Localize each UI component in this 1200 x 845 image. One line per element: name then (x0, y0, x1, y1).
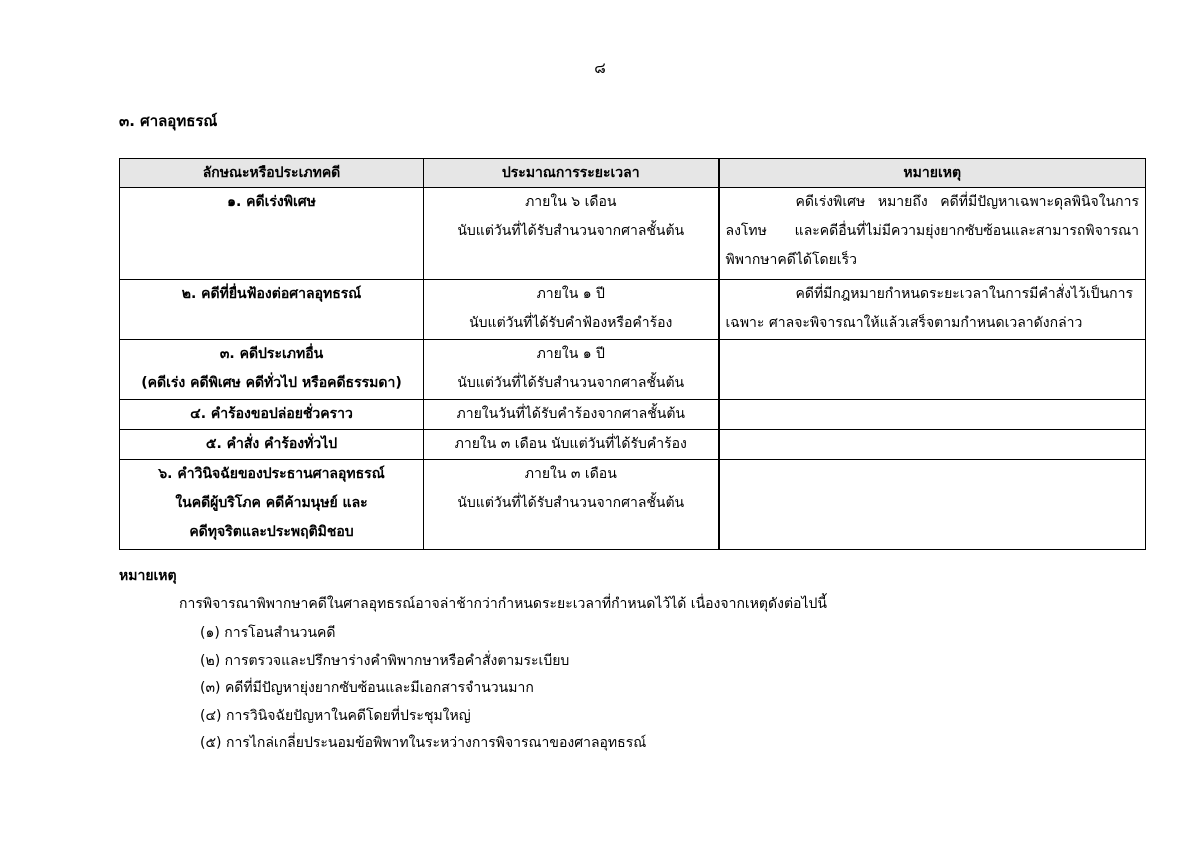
list-item: (๒) การตรวจและปรึกษาร่างคำพิพากษาหรือคำสั่งตามระเบียบ (200, 652, 570, 669)
table-row (120, 460, 1146, 550)
time-estimate-cell (424, 430, 719, 460)
case-type-line: คดีทุจริตและประพฤติมิชอบ (189, 524, 354, 540)
time-estimate-line: ภายใน ๑ ปี (536, 286, 605, 302)
time-estimate-line: นับแต่วันที่ได้รับสำนวนจากศาลชั้นต้น (457, 375, 685, 391)
section-heading: ๓. ศาลอุทธรณ์ (119, 112, 218, 130)
time-estimate-cell (424, 340, 719, 400)
time-estimate-line: ภายในวันที่ได้รับคำร้องจากศาลชั้นต้น (456, 406, 685, 422)
notes-list (200, 620, 646, 758)
remark-text: คดีเร่งพิเศษ หมายถึง คดีที่มีปัญหาเฉพาะดุลพินิจในการลงโทษ และคดีอื่นที่ไม่มีความยุ่งยากซับซ้อนและสามารถพิจารณาพิพากษาคดีได้โดยเร็ว (725, 194, 1139, 268)
case-type-line: ๓. คดีประเภทอื่น (219, 346, 324, 362)
list-item: (๔) การวินิจฉัยปัญหาในคดีโดยที่ประชุมใหญ่ (200, 707, 471, 724)
list-item: (๑) การโอนสำนวนคดี (200, 625, 336, 641)
case-type-cell (120, 188, 424, 280)
remark-cell (719, 188, 1146, 280)
remark-text: คดีที่มีกฎหมายกำหนดระยะเวลาในการมีคำสั่งไว้เป็นการเฉพาะ ศาลจะพิจารณาให้แล้วเสร็จตามกำหนดเวลาดังกล่าว (725, 286, 1133, 331)
table-row (120, 340, 1146, 400)
case-type-cell (120, 400, 424, 430)
remark-cell (719, 400, 1146, 430)
table-row (120, 188, 1146, 280)
case-deadline-table (119, 158, 1146, 550)
table-header-row (120, 159, 1146, 188)
time-estimate-line: ภายใน ๖ เดือน (525, 194, 617, 210)
time-estimate-line: นับแต่วันที่ได้รับสำนวนจากศาลชั้นต้น (457, 495, 685, 511)
time-estimate-cell (424, 400, 719, 430)
case-type-cell (120, 280, 424, 340)
header-remark: หมายเหตุ (719, 159, 1146, 188)
header-time-estimate: ประมาณการระยะเวลา (424, 159, 719, 188)
case-type-line: ๑. คดีเร่งพิเศษ (227, 194, 316, 210)
notes-heading: หมายเหตุ (119, 568, 177, 584)
case-type-line: ๔. คำร้องขอปล่อยชั่วคราว (190, 406, 353, 422)
table-row (120, 430, 1146, 460)
time-estimate-cell (424, 188, 719, 280)
time-estimate-line: ภายใน ๓ เดือน (524, 466, 617, 482)
page-number: ๘ (594, 59, 606, 77)
list-item: (๓) คดีที่มีปัญหายุ่งยากซับซ้อนและมีเอกสารจำนวนมาก (200, 680, 534, 696)
case-type-cell (120, 340, 424, 400)
remark-cell (719, 340, 1146, 400)
case-type-line: ๒. คดีที่ยื่นฟ้องต่อศาลอุทธรณ์ (181, 286, 362, 302)
time-estimate-line: นับแต่วันที่ได้รับคำฟ้องหรือคำร้อง (469, 315, 673, 331)
table-row (120, 280, 1146, 340)
case-type-line: ๕. คำสั่ง คำร้องทั่วไป (205, 436, 338, 452)
notes-intro: การพิจารณาพิพากษาคดีในศาลอุทธรณ์อาจล่าช้ากว่ากำหนดระยะเวลาที่กำหนดไว้ได้ เนื่องจากเหตุดังต่อไปนี้ (179, 596, 827, 612)
case-type-cell (120, 430, 424, 460)
case-type-line: (คดีเร่ง คดีพิเศษ คดีทั่วไป หรือคดีธรรมดา) (141, 375, 402, 391)
remark-cell (719, 430, 1146, 460)
case-type-line: ในคดีผู้บริโภค คดีค้ามนุษย์ และ (175, 495, 368, 511)
time-estimate-cell (424, 460, 719, 550)
time-estimate-line: ภายใน ๑ ปี (536, 346, 605, 362)
case-type-cell (120, 460, 424, 550)
time-estimate-line: นับแต่วันที่ได้รับสำนวนจากศาลชั้นต้น (457, 223, 685, 239)
case-type-line: ๖. คำวินิจฉัยของประธานศาลอุทธรณ์ (158, 466, 385, 482)
time-estimate-cell (424, 280, 719, 340)
header-case-type: ลักษณะหรือประเภทคดี (120, 159, 424, 188)
table-row (120, 400, 1146, 430)
time-estimate-line: ภายใน ๓ เดือน นับแต่วันที่ได้รับคำร้อง (454, 436, 687, 452)
list-item: (๕) การไกล่เกลี่ยประนอมข้อพิพาทในระหว่างการพิจารณาของศาลอุทธรณ์ (200, 735, 647, 751)
remark-cell (719, 460, 1146, 550)
remark-cell (719, 280, 1146, 340)
